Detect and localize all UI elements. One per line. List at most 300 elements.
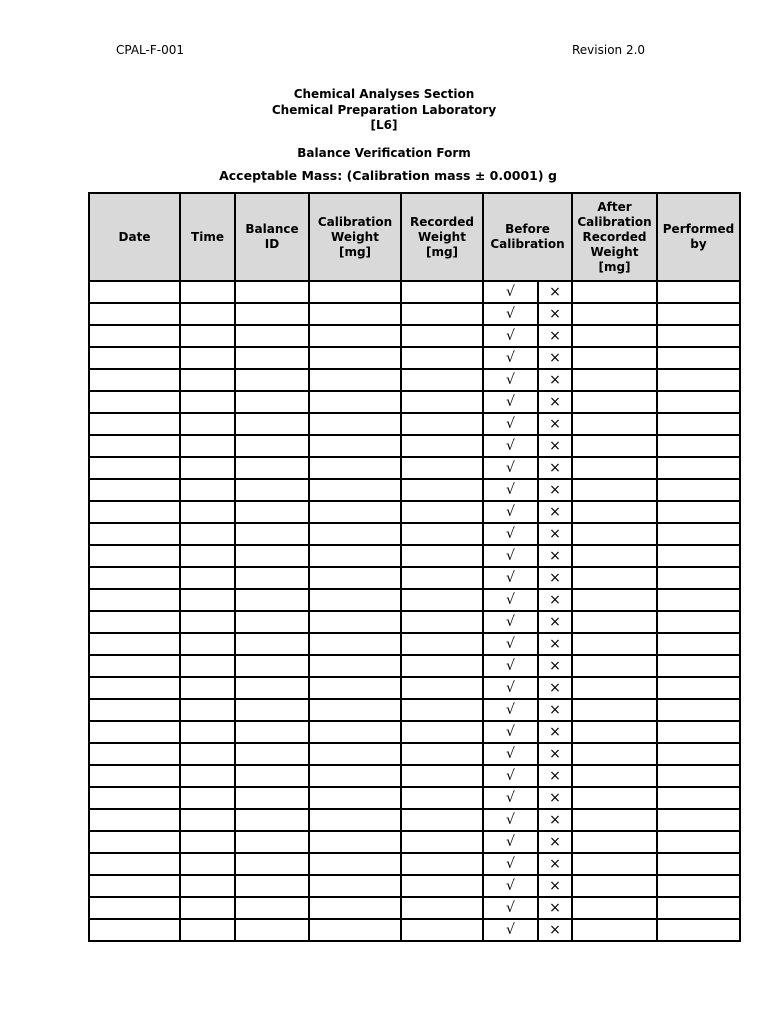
calibration-weight-cell[interactable] [309,303,401,325]
after-calibration-weight-cell[interactable] [572,281,657,303]
date-cell[interactable] [89,457,180,479]
after-calibration-weight-cell[interactable] [572,501,657,523]
before-calibration-pass-checkbox[interactable] [483,853,538,875]
time-cell[interactable] [180,699,235,721]
date-cell[interactable] [89,435,180,457]
performed-by-cell[interactable] [657,413,740,435]
before-calibration-fail-checkbox[interactable] [538,699,572,721]
date-cell[interactable] [89,479,180,501]
performed-by-cell[interactable] [657,589,740,611]
time-cell[interactable] [180,875,235,897]
performed-by-cell[interactable] [657,875,740,897]
performed-by-cell[interactable] [657,831,740,853]
before-calibration-pass-checkbox[interactable] [483,765,538,787]
balance-id-cell[interactable] [235,413,309,435]
before-calibration-pass-checkbox[interactable] [483,809,538,831]
cross-mark-icon: × [549,878,561,894]
before-calibration-fail-checkbox[interactable] [538,633,572,655]
after-calibration-weight-cell[interactable] [572,435,657,457]
balance-id-cell[interactable] [235,457,309,479]
time-cell[interactable] [180,853,235,875]
calibration-weight-cell[interactable] [309,831,401,853]
before-calibration-fail-checkbox[interactable] [538,325,572,347]
before-calibration-pass-checkbox[interactable] [483,611,538,633]
cross-mark-icon: × [549,372,561,388]
after-calibration-weight-cell[interactable] [572,369,657,391]
time-cell[interactable] [180,281,235,303]
balance-id-cell[interactable] [235,897,309,919]
calibration-weight-cell[interactable] [309,677,401,699]
before-calibration-fail-checkbox[interactable] [538,787,572,809]
time-cell[interactable] [180,787,235,809]
recorded-weight-cell[interactable] [401,369,483,391]
before-calibration-pass-checkbox[interactable] [483,435,538,457]
balance-id-cell[interactable] [235,523,309,545]
before-calibration-fail-checkbox[interactable] [538,919,572,941]
recorded-weight-cell[interactable] [401,677,483,699]
before-calibration-fail-checkbox[interactable] [538,831,572,853]
before-calibration-fail-checkbox[interactable] [538,391,572,413]
table-row [89,853,740,875]
date-cell[interactable] [89,721,180,743]
before-calibration-pass-checkbox[interactable] [483,347,538,369]
calibration-weight-cell[interactable] [309,897,401,919]
balance-id-cell[interactable] [235,633,309,655]
date-cell[interactable] [89,677,180,699]
cross-mark-icon: × [549,658,561,674]
check-mark-icon: √ [506,526,515,542]
after-calibration-weight-cell[interactable] [572,919,657,941]
time-cell[interactable] [180,765,235,787]
performed-by-cell[interactable] [657,281,740,303]
table-row [89,831,740,853]
table-row [89,501,740,523]
before-calibration-pass-checkbox[interactable] [483,875,538,897]
before-calibration-pass-checkbox[interactable] [483,479,538,501]
before-calibration-pass-checkbox[interactable] [483,743,538,765]
time-cell[interactable] [180,457,235,479]
after-calibration-weight-cell[interactable] [572,677,657,699]
after-calibration-weight-cell[interactable] [572,853,657,875]
balance-id-cell[interactable] [235,831,309,853]
table-row [89,875,740,897]
date-cell[interactable] [89,831,180,853]
before-calibration-fail-checkbox[interactable] [538,677,572,699]
calibration-weight-cell[interactable] [309,325,401,347]
time-cell[interactable] [180,501,235,523]
before-calibration-pass-checkbox[interactable] [483,325,538,347]
after-calibration-weight-cell[interactable] [572,611,657,633]
table-row [89,721,740,743]
before-calibration-fail-checkbox[interactable] [538,897,572,919]
after-calibration-weight-cell[interactable] [572,303,657,325]
calibration-weight-cell[interactable] [309,875,401,897]
before-calibration-fail-checkbox[interactable] [538,809,572,831]
date-cell[interactable] [89,545,180,567]
date-cell[interactable] [89,369,180,391]
before-calibration-fail-checkbox[interactable] [538,281,572,303]
balance-id-cell[interactable] [235,435,309,457]
date-cell[interactable] [89,743,180,765]
balance-id-cell[interactable] [235,479,309,501]
table-row [89,787,740,809]
recorded-weight-cell[interactable] [401,721,483,743]
recorded-weight-cell[interactable] [401,281,483,303]
recorded-weight-cell[interactable] [401,457,483,479]
cross-mark-icon: × [549,900,561,916]
time-cell[interactable] [180,413,235,435]
after-calibration-weight-cell[interactable] [572,897,657,919]
balance-id-cell[interactable] [235,875,309,897]
date-cell[interactable] [89,413,180,435]
calibration-weight-cell[interactable] [309,633,401,655]
calibration-weight-cell[interactable] [309,699,401,721]
performed-by-cell[interactable] [657,303,740,325]
balance-id-cell[interactable] [235,765,309,787]
date-cell[interactable] [89,567,180,589]
performed-by-cell[interactable] [657,391,740,413]
calibration-weight-cell[interactable] [309,809,401,831]
calibration-weight-cell[interactable] [309,523,401,545]
calibration-weight-cell[interactable] [309,501,401,523]
recorded-weight-cell[interactable] [401,787,483,809]
performed-by-cell[interactable] [657,369,740,391]
before-calibration-pass-checkbox[interactable] [483,677,538,699]
performed-by-cell[interactable] [657,765,740,787]
before-calibration-fail-checkbox[interactable] [538,611,572,633]
recorded-weight-cell[interactable] [401,501,483,523]
after-calibration-weight-cell[interactable] [572,325,657,347]
calibration-weight-cell[interactable] [309,369,401,391]
time-cell[interactable] [180,721,235,743]
before-calibration-pass-checkbox[interactable] [483,567,538,589]
date-cell[interactable] [89,325,180,347]
after-calibration-weight-cell[interactable] [572,831,657,853]
recorded-weight-cell[interactable] [401,303,483,325]
performed-by-cell[interactable] [657,567,740,589]
time-cell[interactable] [180,897,235,919]
time-cell[interactable] [180,655,235,677]
recorded-weight-cell[interactable] [401,655,483,677]
before-calibration-fail-checkbox[interactable] [538,545,572,567]
balance-id-cell[interactable] [235,699,309,721]
date-cell[interactable] [89,589,180,611]
time-cell[interactable] [180,347,235,369]
recorded-weight-cell[interactable] [401,479,483,501]
performed-by-cell[interactable] [657,919,740,941]
before-calibration-fail-checkbox[interactable] [538,875,572,897]
before-calibration-fail-checkbox[interactable] [538,765,572,787]
recorded-weight-cell[interactable] [401,831,483,853]
time-cell[interactable] [180,303,235,325]
balance-id-cell[interactable] [235,919,309,941]
after-calibration-weight-cell[interactable] [572,743,657,765]
balance-id-cell[interactable] [235,809,309,831]
calibration-weight-cell[interactable] [309,347,401,369]
check-mark-icon: √ [506,636,515,652]
performed-by-cell[interactable] [657,721,740,743]
recorded-weight-cell[interactable] [401,765,483,787]
balance-id-cell[interactable] [235,677,309,699]
time-cell[interactable] [180,633,235,655]
calibration-weight-cell[interactable] [309,413,401,435]
table-row [89,677,740,699]
performed-by-cell[interactable] [657,347,740,369]
before-calibration-pass-checkbox[interactable] [483,391,538,413]
performed-by-cell[interactable] [657,677,740,699]
calibration-weight-cell[interactable] [309,281,401,303]
table-row [89,347,740,369]
cross-mark-icon: × [549,460,561,476]
time-cell[interactable] [180,831,235,853]
performed-by-cell[interactable] [657,809,740,831]
calibration-weight-cell[interactable] [309,919,401,941]
balance-id-cell[interactable] [235,743,309,765]
date-cell[interactable] [89,765,180,787]
check-mark-icon: √ [506,372,515,388]
performed-by-cell[interactable] [657,611,740,633]
calibration-weight-cell[interactable] [309,655,401,677]
time-cell[interactable] [180,567,235,589]
before-calibration-pass-checkbox[interactable] [483,457,538,479]
after-calibration-weight-cell[interactable] [572,457,657,479]
performed-by-cell[interactable] [657,699,740,721]
time-cell[interactable] [180,325,235,347]
time-cell[interactable] [180,435,235,457]
calibration-weight-cell[interactable] [309,743,401,765]
date-cell[interactable] [89,633,180,655]
balance-id-cell[interactable] [235,545,309,567]
after-calibration-weight-cell[interactable] [572,589,657,611]
time-cell[interactable] [180,611,235,633]
balance-id-cell[interactable] [235,303,309,325]
before-calibration-fail-checkbox[interactable] [538,523,572,545]
calibration-weight-cell[interactable] [309,853,401,875]
recorded-weight-cell[interactable] [401,589,483,611]
after-calibration-weight-cell[interactable] [572,413,657,435]
before-calibration-fail-checkbox[interactable] [538,369,572,391]
balance-id-cell[interactable] [235,325,309,347]
calibration-weight-cell[interactable] [309,721,401,743]
after-calibration-weight-cell[interactable] [572,633,657,655]
date-cell[interactable] [89,523,180,545]
date-cell[interactable] [89,699,180,721]
laboratory-code: [L6] [370,118,398,132]
time-cell[interactable] [180,919,235,941]
performed-by-cell[interactable] [657,853,740,875]
recorded-weight-cell[interactable] [401,633,483,655]
after-calibration-weight-cell[interactable] [572,765,657,787]
balance-id-cell[interactable] [235,655,309,677]
recorded-weight-cell[interactable] [401,743,483,765]
table-row [89,523,740,545]
performed-by-cell[interactable] [657,743,740,765]
recorded-weight-cell[interactable] [401,897,483,919]
before-calibration-pass-checkbox[interactable] [483,413,538,435]
balance-id-cell[interactable] [235,721,309,743]
performed-by-cell[interactable] [657,787,740,809]
recorded-weight-cell[interactable] [401,391,483,413]
performed-by-cell[interactable] [657,479,740,501]
recorded-weight-cell[interactable] [401,545,483,567]
before-calibration-pass-checkbox[interactable] [483,787,538,809]
before-calibration-fail-checkbox[interactable] [538,435,572,457]
balance-id-cell[interactable] [235,787,309,809]
recorded-weight-cell[interactable] [401,567,483,589]
check-mark-icon: √ [506,922,515,938]
balance-id-cell[interactable] [235,501,309,523]
calibration-weight-cell[interactable] [309,391,401,413]
before-calibration-pass-checkbox[interactable] [483,545,538,567]
before-calibration-fail-checkbox[interactable] [538,589,572,611]
date-cell[interactable] [89,391,180,413]
performed-by-cell[interactable] [657,633,740,655]
after-calibration-weight-cell[interactable] [572,479,657,501]
date-cell[interactable] [89,611,180,633]
before-calibration-pass-checkbox[interactable] [483,699,538,721]
after-calibration-weight-cell[interactable] [572,809,657,831]
date-cell[interactable] [89,897,180,919]
time-cell[interactable] [180,589,235,611]
balance-id-cell[interactable] [235,347,309,369]
before-calibration-pass-checkbox[interactable] [483,831,538,853]
date-cell[interactable] [89,655,180,677]
before-calibration-pass-checkbox[interactable] [483,303,538,325]
balance-id-cell[interactable] [235,369,309,391]
before-calibration-fail-checkbox[interactable] [538,567,572,589]
before-calibration-fail-checkbox[interactable] [538,743,572,765]
after-calibration-weight-cell[interactable] [572,721,657,743]
performed-by-cell[interactable] [657,897,740,919]
recorded-weight-cell[interactable] [401,435,483,457]
balance-id-cell[interactable] [235,567,309,589]
balance-id-cell[interactable] [235,281,309,303]
table-row [89,897,740,919]
time-cell[interactable] [180,677,235,699]
balance-id-cell[interactable] [235,391,309,413]
date-cell[interactable] [89,809,180,831]
table-row [89,281,740,303]
before-calibration-pass-checkbox[interactable] [483,655,538,677]
calibration-weight-cell[interactable] [309,435,401,457]
table-header-row [89,193,740,281]
before-calibration-pass-checkbox[interactable] [483,633,538,655]
time-cell[interactable] [180,809,235,831]
balance-id-cell[interactable] [235,853,309,875]
date-cell[interactable] [89,875,180,897]
recorded-weight-cell[interactable] [401,523,483,545]
balance-id-cell[interactable] [235,611,309,633]
before-calibration-fail-checkbox[interactable] [538,347,572,369]
table-row [89,391,740,413]
date-cell[interactable] [89,347,180,369]
table-row [89,699,740,721]
before-calibration-fail-checkbox[interactable] [538,655,572,677]
date-cell[interactable] [89,281,180,303]
date-cell[interactable] [89,787,180,809]
before-calibration-pass-checkbox[interactable] [483,897,538,919]
before-calibration-pass-checkbox[interactable] [483,501,538,523]
recorded-weight-cell[interactable] [401,413,483,435]
before-calibration-fail-checkbox[interactable] [538,457,572,479]
performed-by-cell[interactable] [657,523,740,545]
after-calibration-weight-cell[interactable] [572,391,657,413]
performed-by-cell[interactable] [657,457,740,479]
calibration-weight-cell[interactable] [309,457,401,479]
before-calibration-pass-checkbox[interactable] [483,523,538,545]
column-header-performed-by: Performed by [657,193,740,281]
calibration-weight-cell[interactable] [309,787,401,809]
calibration-weight-cell[interactable] [309,545,401,567]
performed-by-cell[interactable] [657,545,740,567]
performed-by-cell[interactable] [657,435,740,457]
recorded-weight-cell[interactable] [401,875,483,897]
calibration-weight-cell[interactable] [309,589,401,611]
date-cell[interactable] [89,853,180,875]
before-calibration-pass-checkbox[interactable] [483,919,538,941]
time-cell[interactable] [180,391,235,413]
cross-mark-icon: × [549,438,561,454]
before-calibration-pass-checkbox[interactable] [483,281,538,303]
after-calibration-weight-cell[interactable] [572,787,657,809]
after-calibration-weight-cell[interactable] [572,545,657,567]
after-calibration-weight-cell[interactable] [572,655,657,677]
recorded-weight-cell[interactable] [401,809,483,831]
after-calibration-weight-cell[interactable] [572,699,657,721]
before-calibration-fail-checkbox[interactable] [538,501,572,523]
column-header-after-calibration: After Calibration Recorded Weight [mg] [572,193,657,281]
recorded-weight-cell[interactable] [401,611,483,633]
date-cell[interactable] [89,501,180,523]
check-mark-icon: √ [506,328,515,344]
calibration-weight-cell[interactable] [309,611,401,633]
time-cell[interactable] [180,545,235,567]
after-calibration-weight-cell[interactable] [572,523,657,545]
cross-mark-icon: × [549,812,561,828]
before-calibration-fail-checkbox[interactable] [538,721,572,743]
recorded-weight-cell[interactable] [401,347,483,369]
calibration-weight-cell[interactable] [309,765,401,787]
recorded-weight-cell[interactable] [401,325,483,347]
before-calibration-fail-checkbox[interactable] [538,413,572,435]
before-calibration-pass-checkbox[interactable] [483,589,538,611]
date-cell[interactable] [89,303,180,325]
calibration-weight-cell[interactable] [309,479,401,501]
before-calibration-fail-checkbox[interactable] [538,303,572,325]
before-calibration-fail-checkbox[interactable] [538,853,572,875]
time-cell[interactable] [180,479,235,501]
recorded-weight-cell[interactable] [401,919,483,941]
performed-by-cell[interactable] [657,655,740,677]
date-cell[interactable] [89,919,180,941]
recorded-weight-cell[interactable] [401,853,483,875]
time-cell[interactable] [180,743,235,765]
performed-by-cell[interactable] [657,325,740,347]
calibration-weight-cell[interactable] [309,567,401,589]
balance-id-cell[interactable] [235,589,309,611]
performed-by-cell[interactable] [657,501,740,523]
cross-mark-icon: × [549,306,561,322]
time-cell[interactable] [180,369,235,391]
recorded-weight-cell[interactable] [401,699,483,721]
after-calibration-weight-cell[interactable] [572,347,657,369]
after-calibration-weight-cell[interactable] [572,567,657,589]
before-calibration-pass-checkbox[interactable] [483,369,538,391]
before-calibration-fail-checkbox[interactable] [538,479,572,501]
time-cell[interactable] [180,523,235,545]
after-calibration-weight-cell[interactable] [572,875,657,897]
before-calibration-pass-checkbox[interactable] [483,721,538,743]
